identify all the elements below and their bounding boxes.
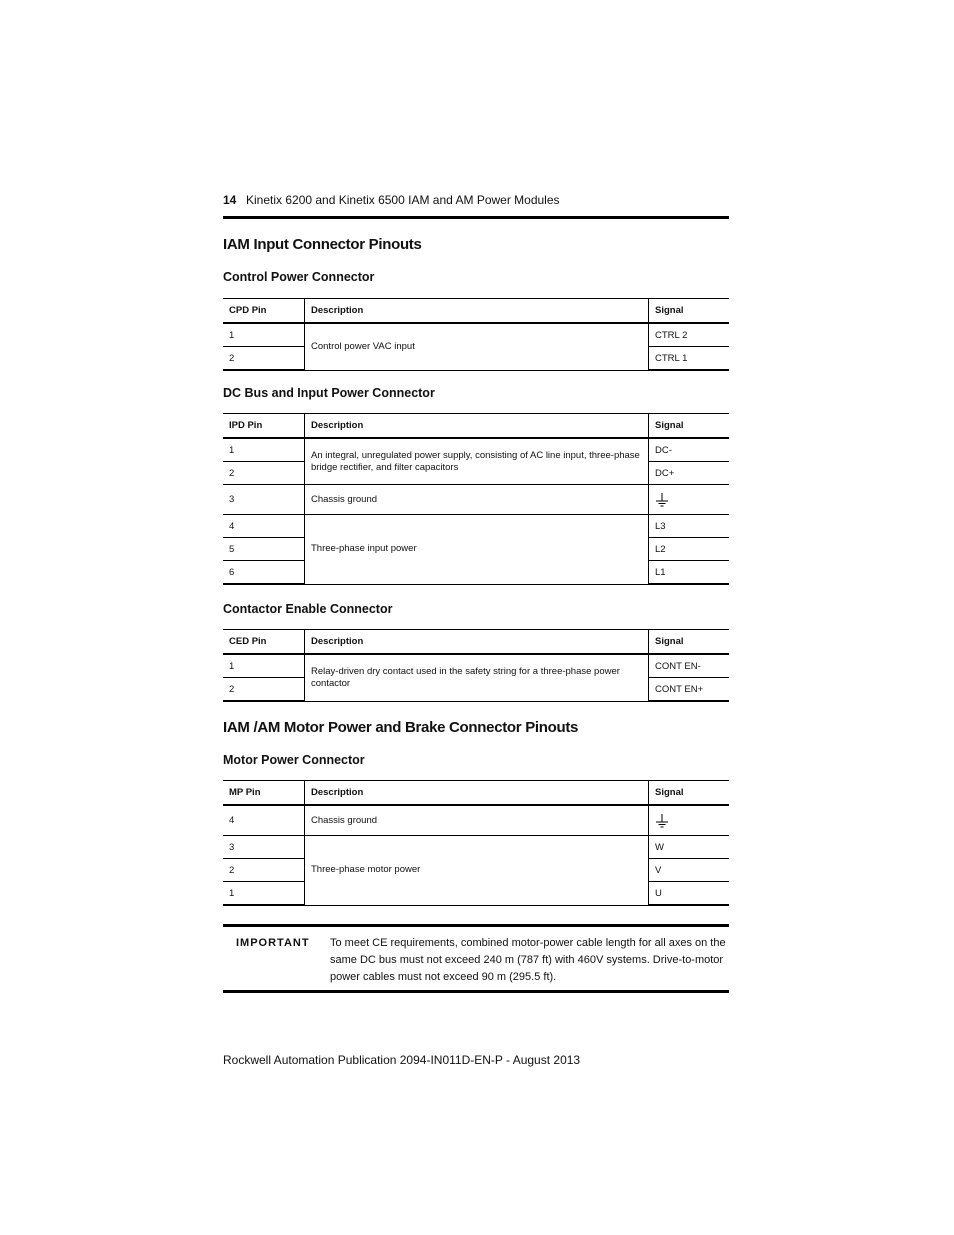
- contactor-table: [223, 629, 729, 702]
- pin-cell: 3: [223, 836, 305, 859]
- description-cell: Relay-driven dry contact used in the safety string for a three-phase power contactor: [305, 654, 649, 701]
- important-callout: [223, 924, 729, 993]
- pin-cell: 1: [223, 654, 305, 678]
- column-header-pin: MP Pin: [223, 781, 305, 806]
- table-header-row: [223, 414, 729, 439]
- description-cell: Control power VAC input: [305, 323, 649, 370]
- pin-cell: 2: [223, 859, 305, 882]
- description-cell: Chassis ground: [305, 485, 649, 515]
- pin-cell: 1: [223, 882, 305, 906]
- signal-cell: [649, 485, 730, 515]
- description-cell: Three-phase motor power: [305, 836, 649, 906]
- signal-cell: L1: [649, 561, 730, 585]
- dc-bus-table: [223, 413, 729, 585]
- pin-cell: 2: [223, 347, 305, 371]
- control-power-heading: Control Power Connector: [223, 270, 375, 284]
- running-title: Kinetix 6200 and Kinetix 6500 IAM and AM Power Modules: [246, 193, 560, 207]
- pin-cell: 5: [223, 538, 305, 561]
- page-footer: Rockwell Automation Publication 2094-IN011D-EN-P - August 2013: [223, 1053, 581, 1067]
- column-header-signal: Signal: [649, 299, 730, 324]
- signal-cell: W: [649, 836, 730, 859]
- column-header-description: Description: [305, 630, 649, 655]
- motor-power-table: [223, 780, 729, 906]
- page-number: 14: [223, 193, 237, 207]
- chassis-ground-icon: [655, 493, 669, 507]
- signal-cell: U: [649, 882, 730, 906]
- signal-cell: CONT EN+: [649, 678, 730, 702]
- important-label: IMPORTANT: [236, 937, 310, 949]
- motor-power-heading: Motor Power Connector: [223, 753, 365, 767]
- column-header-pin: CED Pin: [223, 630, 305, 655]
- table-header-row: [223, 630, 729, 655]
- table-row: [223, 515, 729, 538]
- table-header-row: [223, 299, 729, 324]
- description-cell: Chassis ground: [305, 805, 649, 836]
- contactor-heading: Contactor Enable Connector: [223, 602, 393, 616]
- column-header-pin: IPD Pin: [223, 414, 305, 439]
- signal-cell: V: [649, 859, 730, 882]
- table-row: [223, 654, 729, 678]
- signal-cell: DC+: [649, 462, 730, 485]
- page-header: [223, 193, 729, 219]
- column-header-description: Description: [305, 414, 649, 439]
- table-row: [223, 485, 729, 515]
- table-row: [223, 438, 729, 462]
- signal-cell: CTRL 2: [649, 323, 730, 347]
- chassis-ground-icon: [655, 814, 669, 828]
- signal-cell: CTRL 1: [649, 347, 730, 371]
- column-header-description: Description: [305, 299, 649, 324]
- column-header-signal: Signal: [649, 414, 730, 439]
- column-header-signal: Signal: [649, 781, 730, 806]
- control-power-table: [223, 298, 729, 371]
- pin-cell: 1: [223, 323, 305, 347]
- signal-cell: L3: [649, 515, 730, 538]
- dc-bus-heading: DC Bus and Input Power Connector: [223, 386, 435, 400]
- pin-cell: 2: [223, 678, 305, 702]
- signal-cell: CONT EN-: [649, 654, 730, 678]
- column-header-pin: CPD Pin: [223, 299, 305, 324]
- pin-cell: 4: [223, 805, 305, 836]
- column-header-signal: Signal: [649, 630, 730, 655]
- signal-cell: [649, 805, 730, 836]
- pin-cell: 3: [223, 485, 305, 515]
- table-row: [223, 323, 729, 347]
- description-cell: An integral, unregulated power supply, consisting of AC line input, three-phase bridge rectifier, and filter capacitors: [305, 438, 649, 485]
- table-header-row: [223, 781, 729, 806]
- column-header-description: Description: [305, 781, 649, 806]
- table-row: [223, 836, 729, 859]
- pin-cell: 2: [223, 462, 305, 485]
- section-heading-iam-input: IAM Input Connector Pinouts: [223, 236, 422, 253]
- important-text: To meet CE requirements, combined motor-power cable length for all axes on the same DC bus must not exceed 240 m (787 ft) with 460V systems. Drive-to-motor power cables must not exceed 90 m (295.5 ft).: [330, 937, 726, 983]
- table-row: [223, 805, 729, 836]
- pin-cell: 6: [223, 561, 305, 585]
- pin-cell: 1: [223, 438, 305, 462]
- section-heading-motor-power-brake: IAM /AM Motor Power and Brake Connector Pinouts: [223, 719, 579, 736]
- signal-cell: L2: [649, 538, 730, 561]
- pin-cell: 4: [223, 515, 305, 538]
- signal-cell: DC-: [649, 438, 730, 462]
- description-cell: Three-phase input power: [305, 515, 649, 585]
